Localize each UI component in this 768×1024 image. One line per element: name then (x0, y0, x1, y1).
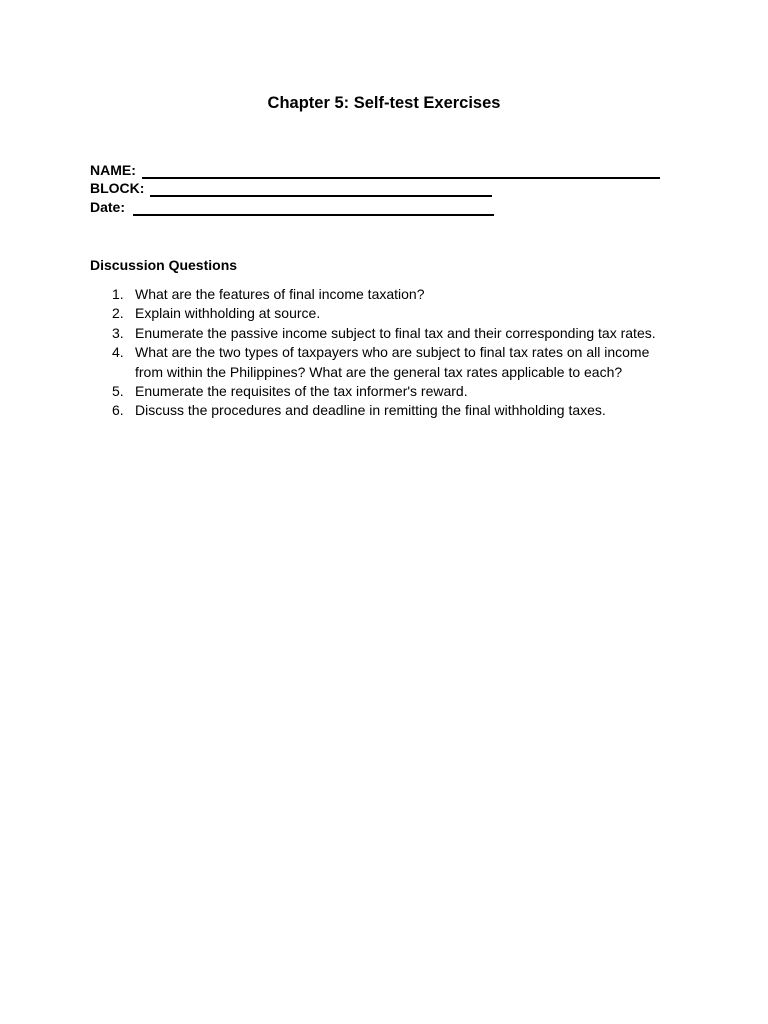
question-number: 1. (112, 286, 124, 302)
question-number: 3. (112, 324, 124, 341)
question-number: 4. (112, 344, 124, 361)
list-item (90, 382, 690, 401)
list-item (90, 324, 690, 343)
name-field-line (142, 163, 660, 179)
block-field (90, 179, 492, 198)
block-field-label: BLOCK: (90, 180, 145, 196)
question-text: What are the features of final income taxation? (135, 286, 425, 302)
question-text: Explain withholding at source. (135, 305, 321, 322)
name-field (90, 161, 660, 180)
question-text: Discuss the procedures and deadline in remitting the final withholding taxes. (135, 402, 606, 419)
question-number: 2. (112, 305, 124, 322)
question-text: Enumerate the passive income subject to final tax and their corresponding tax rates. (135, 324, 656, 341)
date-field (90, 198, 494, 217)
list-item (90, 343, 690, 382)
list-item (90, 304, 690, 323)
name-field-label: NAME: (90, 162, 136, 178)
question-text: Enumerate the requisites of the tax informer's reward. (135, 383, 468, 400)
question-number: 5. (112, 383, 124, 400)
question-number: 6. (112, 402, 124, 419)
page-title: Chapter 5: Self-test Exercises (267, 94, 501, 112)
question-text: What are the two types of taxpayers who are subject to final tax rates on all income from within the Philippines? What are the general tax rates applicable to each? (135, 344, 650, 380)
date-field-line (133, 200, 494, 216)
list-item (90, 285, 690, 304)
question-list (90, 285, 690, 421)
block-field-line (150, 181, 492, 197)
section-heading: Discussion Questions (90, 257, 238, 273)
date-field-label: Date: (90, 199, 126, 215)
list-item (90, 401, 690, 420)
